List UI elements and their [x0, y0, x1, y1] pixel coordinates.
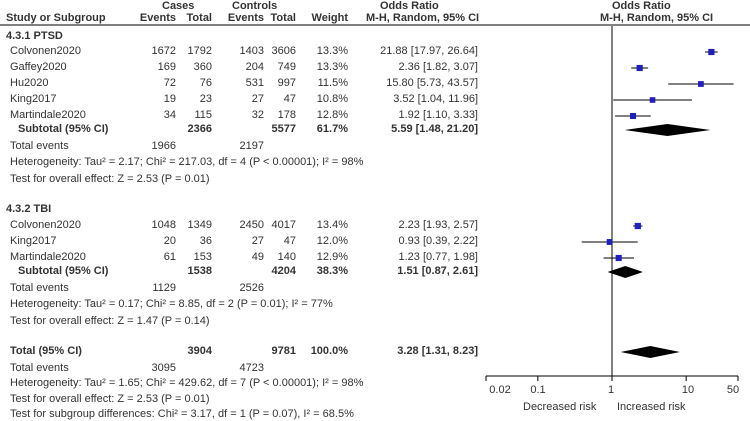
overall-effect-text: Test for overall effect: Z = 2.53 (P = 0.01)	[10, 393, 210, 405]
total-cases: 115	[194, 109, 212, 121]
decreased-risk-label: Decreased risk	[523, 401, 597, 413]
events-cases: 72	[163, 77, 176, 89]
subgroup-title: 4.3.1 PTSD	[6, 30, 63, 42]
events-controls: 27	[251, 235, 264, 247]
events-cases: 1672	[151, 45, 176, 57]
study-name: Hu2020	[10, 77, 49, 89]
header-total-cases: Total	[186, 12, 212, 24]
header-method-plot: M-H, Random, 95% CI	[600, 12, 714, 24]
total-weight: 100.0%	[310, 345, 348, 357]
subtotal-controls: 4204	[271, 265, 296, 277]
study-name: King2017	[10, 93, 57, 105]
odds-ratio-ci: 3.52 [1.04, 11.96]	[393, 93, 478, 105]
study-name: Martindale2020	[10, 251, 86, 263]
total-controls: 997	[277, 77, 296, 89]
pooled-diamond	[621, 346, 680, 358]
total-cases: 1792	[187, 45, 212, 57]
weight: 12.9%	[316, 251, 348, 263]
study-marker	[630, 113, 636, 119]
weight: 12.8%	[316, 109, 348, 121]
weight: 10.8%	[316, 93, 348, 105]
study-name: Colvonen2020	[10, 219, 81, 231]
total-events-label: Total events	[10, 362, 69, 374]
subtotal-controls: 5577	[271, 123, 296, 135]
axis-tick-label: 1	[607, 384, 615, 396]
subtotal-ci: 5.59 [1.48, 21.20]	[391, 123, 478, 135]
events-cases: 20	[163, 235, 176, 247]
study-marker	[698, 81, 704, 87]
header-controls: Controls	[232, 0, 278, 12]
study-marker	[635, 223, 641, 229]
odds-ratio-ci: 1.23 [0.77, 1.98]	[398, 251, 478, 263]
header-total-controls: Total	[270, 12, 296, 24]
total-controls: 9781	[271, 345, 296, 357]
total-events-controls: 2526	[239, 282, 264, 294]
heterogeneity-text: Heterogeneity: Tau² = 0.17; Chi² = 8.85, df = 2 (P = 0.01); I² = 77%	[10, 298, 333, 310]
odds-ratio-ci: 15.80 [5.73, 43.57]	[386, 77, 478, 89]
total-ci: 3.28 [1.31, 8.23]	[397, 345, 478, 357]
weight: 13.3%	[316, 45, 348, 57]
study-marker	[607, 239, 613, 245]
pooled-diamond	[608, 266, 643, 278]
total-cases: 3904	[187, 345, 212, 357]
heterogeneity-text: Heterogeneity: Tau² = 2.17; Chi² = 217.03, df = 4 (P < 0.00001); I² = 98%	[10, 156, 364, 168]
subtotal-cases: 1538	[187, 265, 212, 277]
events-controls: 27	[251, 93, 264, 105]
study-marker	[650, 97, 656, 103]
header-method-table: M-H, Random, 95% CI	[366, 12, 480, 24]
events-controls: 1403	[239, 45, 264, 57]
study-marker	[637, 65, 643, 71]
total-controls: 4017	[271, 219, 296, 231]
weight: 13.4%	[316, 219, 348, 231]
odds-ratio-ci: 1.92 [1.10, 3.33]	[398, 109, 478, 121]
overall-effect-text: Test for overall effect: Z = 1.47 (P = 0.14)	[10, 315, 210, 327]
events-cases: 1048	[151, 219, 176, 231]
total-cases: 36	[199, 235, 212, 247]
total-cases: 360	[193, 61, 212, 73]
subtotal-ci: 1.51 [0.87, 2.61]	[397, 265, 478, 277]
events-cases: 34	[163, 109, 176, 121]
total-cases: 76	[199, 77, 212, 89]
events-controls: 531	[245, 77, 264, 89]
events-cases: 19	[163, 93, 176, 105]
total-cases: 1349	[187, 219, 212, 231]
total-controls: 47	[283, 235, 296, 247]
total-events-cases: 1129	[152, 282, 176, 294]
total-label: Total (95% CI)	[10, 345, 82, 357]
total-events-controls: 2197	[239, 140, 264, 152]
study-name: Martindale2020	[10, 109, 86, 121]
total-events-label: Total events	[10, 140, 69, 152]
subtotal-cases: 2366	[187, 123, 212, 135]
events-cases: 169	[157, 61, 176, 73]
total-controls: 3606	[271, 45, 296, 57]
header-weight: Weight	[311, 12, 348, 24]
total-events-label: Total events	[10, 282, 69, 294]
events-controls: 204	[245, 61, 264, 73]
header-events-cases: Events	[139, 12, 176, 24]
axis-tick-label: 10	[681, 384, 695, 396]
weight: 11.5%	[317, 77, 348, 89]
subgroup-differences-text: Test for subgroup differences: Chi² = 3.17, df = 1 (P = 0.07), I² = 68.5%	[10, 408, 354, 420]
study-name: Gaffey2020	[10, 61, 67, 73]
overall-effect-text: Test for overall effect: Z = 2.53 (P = 0.01)	[10, 173, 210, 185]
total-cases: 153	[193, 251, 212, 263]
subgroup-title: 4.3.2 TBI	[6, 203, 52, 215]
axis-tick-label: 50	[726, 384, 740, 396]
study-marker	[708, 49, 714, 55]
axis-tick-label: 0.02	[489, 384, 511, 396]
total-controls: 140	[277, 251, 296, 263]
subtotal-weight: 61.7%	[316, 123, 348, 135]
axis-tick-label: 0.1	[530, 384, 546, 396]
pooled-diamond	[625, 124, 711, 136]
odds-ratio-ci: 2.36 [1.82, 3.07]	[398, 61, 478, 73]
heterogeneity-text: Heterogeneity: Tau² = 1.65; Chi² = 429.62, df = 7 (P < 0.00001); I² = 98%	[10, 377, 364, 389]
total-controls: 178	[277, 109, 296, 121]
events-controls: 49	[251, 251, 264, 263]
subtotal-label: Subtotal (95% CI)	[18, 265, 109, 277]
weight: 13.3%	[316, 61, 348, 73]
header-events-controls: Events	[227, 12, 264, 24]
study-name: King2017	[10, 235, 57, 247]
odds-ratio-ci: 21.88 [17.97, 26.64]	[380, 45, 478, 57]
total-controls: 749	[277, 61, 296, 73]
odds-ratio-ci: 2.23 [1.93, 2.57]	[398, 219, 478, 231]
subtotal-label: Subtotal (95% CI)	[18, 123, 109, 135]
header-odds-ratio-plot: Odds Ratio	[612, 0, 671, 12]
total-events-controls: 4723	[239, 362, 264, 374]
events-cases: 61	[163, 251, 176, 263]
total-events-cases: 1966	[151, 140, 176, 152]
study-marker	[616, 255, 622, 261]
weight: 12.0%	[316, 235, 348, 247]
total-events-cases: 3095	[151, 362, 176, 374]
header-odds-ratio-table: Odds Ratio	[380, 0, 439, 12]
header-cases: Cases	[162, 0, 195, 12]
events-controls: 32	[251, 109, 264, 121]
total-controls: 47	[283, 93, 296, 105]
study-name: Colvonen2020	[10, 45, 81, 57]
events-controls: 2450	[239, 219, 264, 231]
subtotal-weight: 38.3%	[316, 265, 348, 277]
increased-risk-label: Increased risk	[617, 401, 686, 413]
odds-ratio-ci: 0.93 [0.39, 2.22]	[398, 235, 478, 247]
header-study: Study or Subgroup	[6, 12, 106, 24]
total-cases: 23	[199, 93, 212, 105]
